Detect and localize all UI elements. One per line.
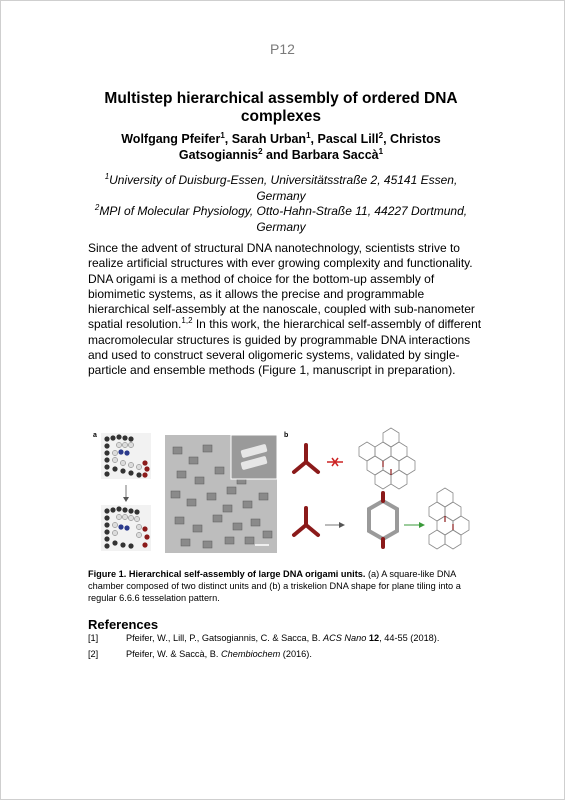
tem-micrograph [165, 435, 277, 553]
reference-text: Pfeifer, W., Lill, P., Gatsogiannis, C. & Sacca, B. ACS Nano 12, 44-55 (2018). [126, 633, 440, 643]
reference-text: Pfeifer, W. & Saccà, B. Chembiochem (2016). [126, 648, 312, 659]
blocked-cross-icon [327, 458, 343, 466]
reference-item [88, 633, 480, 645]
hexagon-assembly [369, 501, 397, 539]
paper-title: Multistep hierarchical assembly of ordered DNA complexes [104, 90, 458, 125]
hexagon-lattice-bottom [429, 488, 469, 549]
reference-number: [2] [88, 648, 99, 659]
hexagon-lattice-top [359, 428, 415, 489]
references-heading: References [88, 617, 159, 632]
abstract-text: Since the advent of structural DNA nanotechnology, scientists strive to realize artificial structures with ever growing complexity and functionality. DNA origami is a method of choice for the bottom-up assembly of biomimetic systems, as it allows the precise and programmable hierarchical self-assembly at the nanoscale, coupled with sub-nanometer spatial resolution.$^{1,2}$ In this work, the hierarchical self-assembly of different macromolecular structures is guided by programmable DNA interactions and used to construct several oligomeric systems, validated by single-particle and ensemble methods (Figure 1, manuscript in preparation). [88, 241, 482, 378]
figure-1 [91, 427, 476, 557]
author: Sarah Urban$^1$, [231, 130, 318, 146]
panel-a-label: a [93, 432, 97, 439]
triskelion-top [294, 445, 318, 472]
author: Barbara Saccà$^1$ [291, 146, 384, 162]
author-list [91, 131, 471, 163]
figure-caption [88, 568, 480, 604]
reference-number: [1] [88, 633, 99, 643]
panel-b-label: b [284, 432, 289, 439]
dna-chamber-model-top [101, 433, 151, 479]
affiliation-1: $^1$University of Duisburg-Essen, Universitätsstraße 2, 45141 Essen, Germany [104, 172, 458, 203]
author: Wolfgang Pfeifer$^1$, [121, 130, 232, 146]
figure-1-graphic [91, 427, 476, 557]
page-number: P12 [270, 41, 295, 57]
author: Pascal Lill$^2$, [317, 130, 391, 146]
caption-label: Figure 1. Hierarchical self-assembly of large DNA origami units. [88, 569, 366, 579]
author: Christos Gatsogiannis$^2$ and [178, 132, 441, 162]
affiliations [91, 173, 471, 235]
caption-text: (a) A square-like DNA chamber composed of two distinct units and (b) a triskelion DNA shape for plane tiling into a regular 6.6.6 tesselation pattern. [88, 569, 461, 603]
reference-item [88, 649, 480, 661]
citation-superscript: 1,2 [181, 316, 193, 326]
triskelion-bottom [294, 508, 318, 535]
reference-list [88, 633, 480, 664]
affiliation-2: $^2$MPI of Molecular Physiology, Otto-Hahn-Straße 11, 44227 Dortmund, Germany [94, 203, 468, 234]
dna-chamber-model-bottom [101, 505, 151, 551]
